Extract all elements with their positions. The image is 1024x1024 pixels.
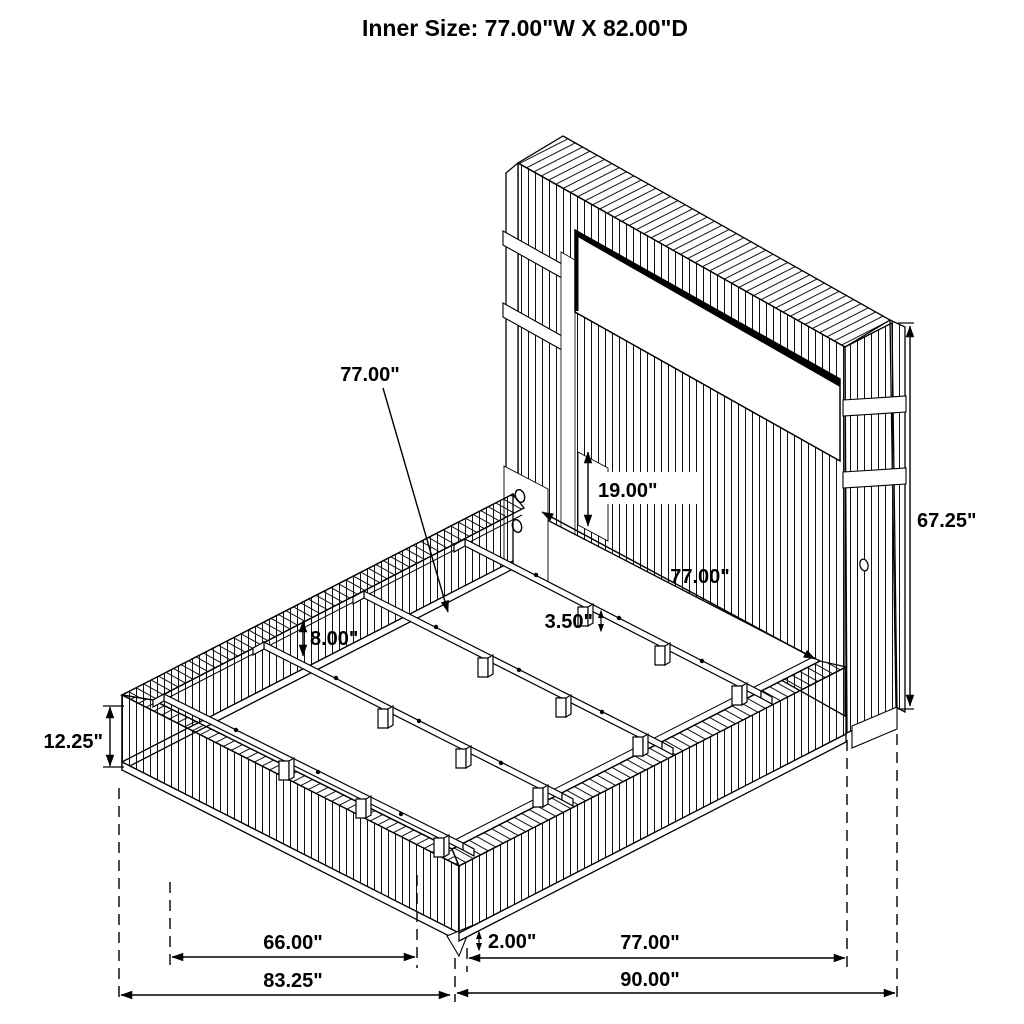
right-post-trim-band-upper [843,396,906,416]
dim-bottom-inner-width: 77.00" [620,932,680,954]
right-post-trim-band-lower [843,468,906,488]
dim-slat-thickness: 3.50" [544,611,593,633]
dim-slat-gap: 8.00" [310,628,359,650]
headboard-right-side-face [845,323,897,733]
dim-frame-width: 83.25" [263,970,323,992]
page-title: Inner Size: 77.00"W X 82.00"D [361,15,689,41]
dim-foot-inner-width: 66.00" [263,932,323,954]
dim-headboard-height: 67.25" [917,510,977,532]
dim-panel-height: 19.00" [598,480,658,502]
dim-rail-height: 12.25" [43,731,103,753]
left-post-margin [561,252,575,535]
dim-rail-offset: 2.00" [488,931,537,953]
dim-overall-width: 90.00" [620,969,680,991]
dim-head-inner-width: 77.00" [670,566,730,588]
dim-slat-length: 77.00" [340,364,400,386]
